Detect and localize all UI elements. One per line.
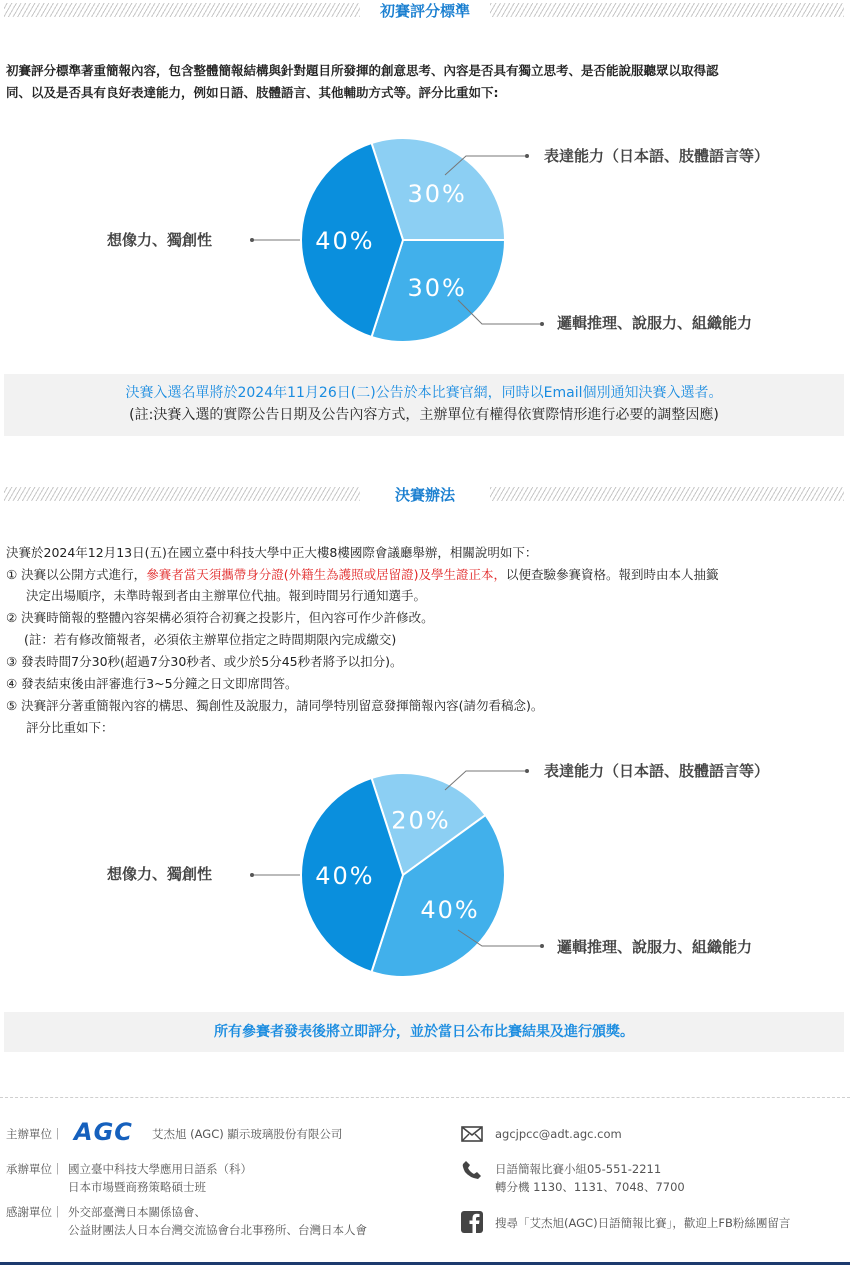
pie-percent-label: 30%: [407, 274, 467, 303]
footer-divider: [0, 1097, 850, 1098]
required-documents-text: 參賽者當天須攜帶身分證(外籍生為護照或居留證)及學生證正本，: [146, 567, 506, 582]
list-item-2-note: (註：若有修改簡報者，必須依主辦單位指定之時間期限內完成繳交): [24, 632, 397, 647]
list-item-3: ③ 發表時間7分30秒(超過7分30秒者、或少於5分45秒者將予以扣分)。: [6, 654, 403, 669]
leader-dot: [250, 873, 254, 877]
list-item-5: ⑤ 決賽評分著重簡報內容的構思、獨創性及說服力，請同學特別留意發揮簡報內容(請勿看稿念)。: [6, 698, 544, 713]
contact-phone: 日語簡報比賽小組05-551-2211: [495, 1162, 662, 1176]
section-divider-hatch: [4, 487, 360, 501]
contact-email[interactable]: agcjpcc@adt.agc.com: [495, 1127, 622, 1141]
pie-label-logic: 邏輯推理、說服力、組織能力: [557, 938, 753, 956]
leader-dot: [540, 944, 544, 948]
facebook-icon[interactable]: [461, 1211, 483, 1233]
pie-label-expression: 表達能力（日本語、肢體語言等）: [544, 147, 770, 165]
thanks-line: 公益財團法人日本台灣交流協會台北事務所、台灣日本人會: [68, 1223, 367, 1237]
section-divider-hatch: [490, 487, 844, 501]
pie-percent-label: 30%: [407, 179, 467, 208]
agc-logo: AGC: [74, 1118, 133, 1146]
phone-icon: [462, 1160, 482, 1180]
mail-icon: [461, 1126, 483, 1142]
section-title: 決賽辦法: [394, 486, 455, 504]
section-divider-hatch: [490, 3, 844, 17]
intro-paragraph: [6, 60, 846, 104]
section-title: 初賽評分標準: [379, 2, 470, 20]
list-item-1-cont: 決定出場順序，未準時報到者由主辦單位代抽。報到時間另行通知選手。: [26, 588, 427, 603]
notice-line: 所有參賽者發表後將立即評分，並於當日公布比賽結果及進行頒獎。: [214, 1024, 634, 1040]
list-item-text: 以便查驗參賽資格。報到時由本人抽籤: [505, 567, 719, 582]
leader-dot: [250, 238, 254, 242]
pie-label-logic: 邏輯推理、說服力、組織能力: [557, 314, 753, 332]
award-notice: [4, 1012, 844, 1052]
list-item-1: [6, 565, 718, 585]
co-organizer-line: 日本市場暨商務策略碩士班: [68, 1180, 206, 1194]
section-divider-hatch: [4, 3, 360, 17]
pie-percent-label: 40%: [315, 227, 375, 255]
list-item-5-cont: 評分比重如下：: [26, 720, 114, 735]
leader-line: [445, 771, 525, 790]
final-intro: 決賽於2024年12月13日(五)在國立臺中科技大學中正大樓8樓國際會議廳舉辦，相關說明如下：: [6, 545, 538, 560]
co-organizer-line: 國立臺中科技大學應用日語系（科）: [68, 1162, 252, 1176]
list-item-2: ② 決賽時簡報的整體內容架構必須符合初賽之投影片，但內容可作少許修改。: [6, 610, 434, 625]
list-item-4: ④ 發表結束後由評審進行3~5分鐘之日文即席問答。: [6, 676, 298, 691]
finalist-notice: [4, 374, 844, 436]
notice-line: 決賽入選名單將於2024年11月26日(二)公告於本比賽官網，同時以Email個別通知決賽入選者。: [125, 385, 723, 401]
notice-note: (註:決賽入選的實際公告日期及公告內容方式，主辦單位有權得依實際情形進行必要的調整因應): [129, 407, 719, 423]
pie-label-creativity: 想像力、獨創性: [107, 231, 213, 249]
pie-percent-label: 40%: [315, 862, 375, 890]
leader-dot: [525, 769, 529, 773]
pie-percent-label: 20%: [391, 806, 451, 835]
thanks-line: 外交部臺灣日本關係協會、: [68, 1205, 206, 1219]
list-item-text: ① 決賽以公開方式進行，: [6, 567, 147, 582]
thanks-label: 感謝單位｜: [6, 1205, 64, 1219]
facebook-text[interactable]: 搜尋「艾杰旭(AGC)日語簡報比賽」，歡迎上FB粉絲團留言: [495, 1216, 791, 1230]
contact-phone-ext: 轉分機 1130、1131、7048、7700: [495, 1180, 685, 1194]
leader-dot: [540, 322, 544, 326]
organizer-label: 主辦單位｜: [6, 1127, 64, 1141]
pie-percent-label: 40%: [420, 896, 480, 925]
pie-label-expression: 表達能力（日本語、肢體語言等）: [544, 762, 770, 780]
leader-dot: [525, 154, 529, 158]
co-organizer-label: 承辦單位｜: [6, 1162, 64, 1176]
pie-label-creativity: 想像力、獨創性: [107, 865, 213, 883]
intro-line: 同、以及是否具有良好表達能力，例如日語、肢體語言、其他輔助方式等。評分比重如下:: [6, 85, 499, 100]
organizer-name: 艾杰旭 (AGC) 顯示玻璃股份有限公司: [152, 1127, 343, 1141]
intro-line: 初賽評分標準著重簡報內容，包含整體簡報結構與針對題目所發揮的創意思考、內容是否具有獨立思考、是否能說服聽眾以取得認: [6, 63, 719, 78]
